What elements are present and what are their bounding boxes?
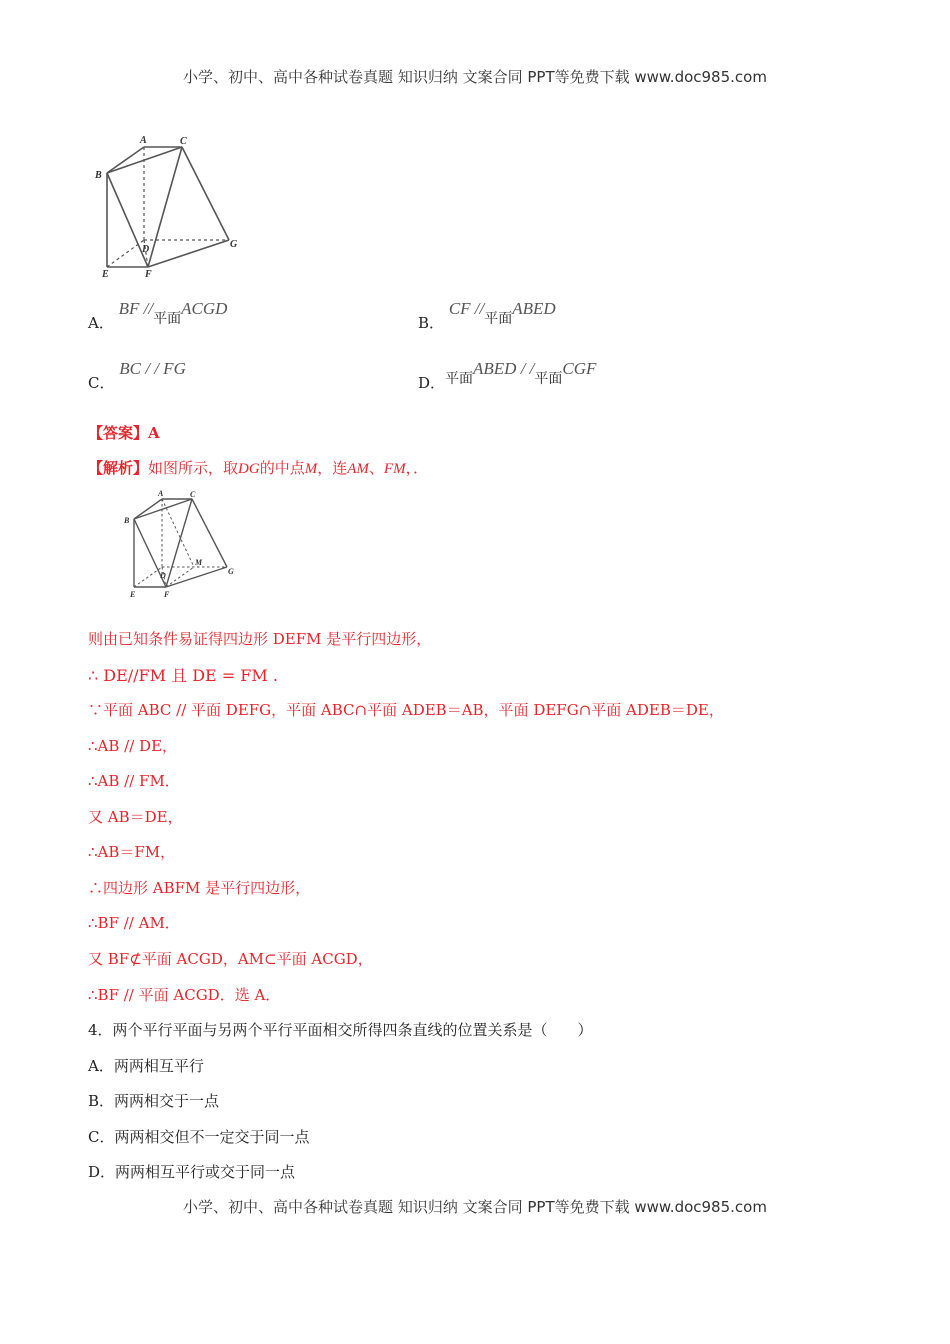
question-4-option-c[interactable]: C．两两相交但不一定交于同一点	[88, 1128, 310, 1146]
fig2-label-b: B	[124, 516, 130, 525]
fig2-label-m: M	[195, 558, 203, 567]
analysis-line-9: ∴BF // AM．	[88, 914, 180, 932]
option-a-label: A．	[88, 314, 114, 332]
page-header: 小学、初中、高中各种试卷真题 知识归纳 文案合同 PPT等免费下载 www.doc985.com	[183, 68, 767, 86]
answer: 【答案】A	[88, 424, 160, 442]
analysis-line-3: ∵平面 ABC // 平面 DEFG，平面 ABC∩平面 ADEB＝AB，平面 DEFG∩平面 ADEB＝DE，	[88, 701, 724, 719]
fig2-label-d: D	[160, 571, 166, 580]
question-4-option-a[interactable]: A．两两相互平行	[88, 1057, 204, 1075]
fig1-label-a: A	[140, 135, 147, 146]
page-footer: 小学、初中、高中各种试卷真题 知识归纳 文案合同 PPT等免费下载 www.doc985.com	[183, 1198, 767, 1216]
fig2-label-c: C	[190, 490, 196, 499]
analysis-line-6: 又 AB＝DE，	[88, 808, 183, 826]
analysis-line-7: ∴AB＝FM，	[88, 843, 176, 861]
fig1-label-g: G	[230, 239, 238, 250]
fig2-label-f: F	[164, 590, 170, 599]
analysis-line-11: ∴BF // 平面 ACGD．选 A．	[88, 986, 281, 1004]
option-b[interactable]: B． CF //平面ABED	[418, 299, 556, 332]
analysis-line-8: ∴四边形 ABFM 是平行四边形，	[88, 879, 311, 897]
fig2-label-g: G	[228, 567, 234, 576]
analysis-line-1: 则由已知条件易证得四边形 DEFM 是平行四边形，	[88, 630, 432, 648]
analysis-line-4: ∴AB // DE，	[88, 737, 178, 755]
question-4-option-d[interactable]: D．两两相互平行或交于同一点	[88, 1163, 296, 1181]
figure-solid-1	[90, 130, 250, 280]
option-d-label: D．	[418, 374, 446, 392]
option-d[interactable]: D．平面ABED / /平面CGF	[418, 359, 597, 392]
fig1-label-b: B	[95, 170, 102, 181]
analysis-intro: 【解析】如图所示，取DG的中点M，连AM、FM，．	[88, 459, 429, 477]
fig1-label-f: F	[145, 269, 152, 280]
question-4-stem: 4．两个平行平面与另两个平行平面相交所得四条直线的位置关系是（ ）	[88, 1021, 593, 1039]
fig2-label-e: E	[130, 590, 136, 599]
analysis-line-5: ∴AB // FM．	[88, 772, 180, 790]
fig1-label-d: D	[142, 244, 150, 255]
option-a[interactable]: A． BF //平面ACGD	[88, 299, 228, 332]
option-b-label: B．	[418, 314, 445, 332]
analysis-line-2: ∴ DE//FM 且 DE = FM .	[88, 666, 278, 685]
fig2-label-a: A	[158, 489, 164, 498]
analysis-line-10: 又 BF⊄平面 ACGD，AM⊂平面 ACGD，	[88, 950, 373, 968]
figure-solid-2	[120, 487, 240, 599]
fig1-label-e: E	[102, 269, 109, 280]
fig1-label-c: C	[180, 136, 187, 147]
option-c[interactable]: C． BC / / FG	[88, 359, 186, 392]
option-c-label: C．	[88, 374, 115, 392]
question-4-option-b[interactable]: B．两两相交于一点	[88, 1092, 220, 1110]
